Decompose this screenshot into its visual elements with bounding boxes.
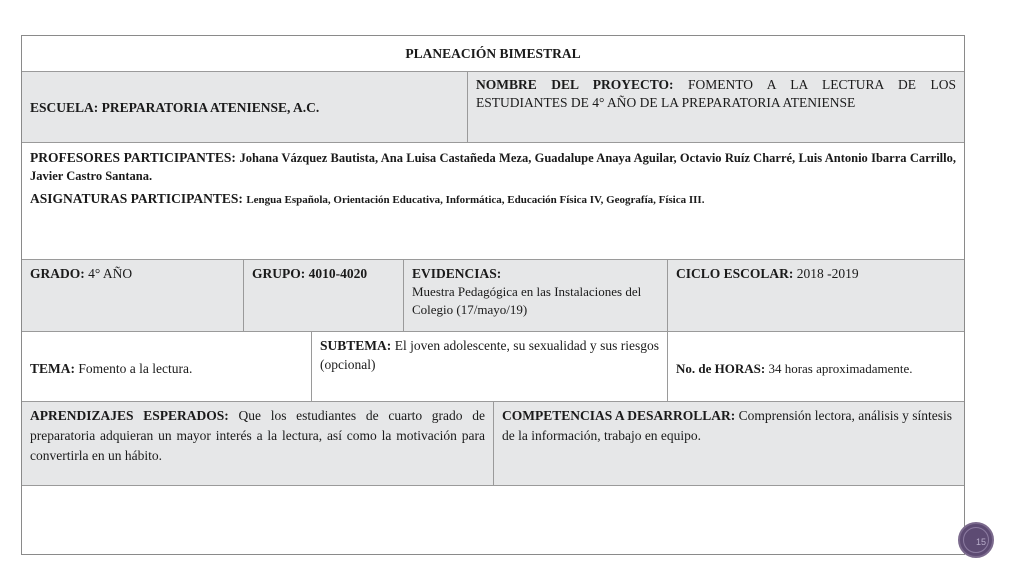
aprendizajes-cell (22, 402, 494, 486)
profesores-asignaturas-cell (22, 143, 964, 260)
page-number: 15 (975, 537, 986, 547)
grupo-cell (244, 260, 404, 332)
ciclo-cell (668, 260, 964, 332)
competencias-label: COMPETENCIAS A DESARROLLAR: (502, 408, 736, 423)
proyecto-label: NOMBRE DEL PROYECTO: (476, 77, 674, 92)
tema-label: TEMA: (30, 361, 75, 376)
profesores-value: Johana Vázquez Bautista, Ana Luisa Castañeda Meza, Guadalupe Anaya Aguilar, Octavio Ruíz Charré, Luis Antonio Ibarra Carrillo, Javier Castro Santana. (30, 151, 956, 183)
ciclo-label: CICLO ESCOLAR: (676, 266, 794, 281)
grado-value: 4° AÑO (88, 266, 133, 281)
asignaturas-label: ASIGNATURAS PARTICIPANTES: (30, 191, 243, 206)
aprendizajes-value: Que los estudiantes de cuarto grado de preparatoria adquieran un mayor interés a la lectura, así como la motivación para convertirla en un hábito. (30, 408, 486, 463)
page-number-badge (958, 522, 994, 558)
asignaturas-value: Lengua Española, Orientación Educativa, Informática, Educación Física IV, Geografía, Física III. (246, 194, 705, 206)
escuela-label: ESCUELA: (30, 100, 99, 115)
title-cell (22, 36, 964, 72)
grado-label: GRADO: (30, 266, 85, 281)
grupo-value: 4010-4020 (308, 266, 368, 281)
evidencias-cell (404, 260, 668, 332)
escuela-cell (22, 72, 468, 143)
proyecto-cell (468, 72, 964, 143)
tema-cell (22, 332, 312, 402)
evidencias-label: EVIDENCIAS: (412, 266, 502, 281)
asignaturas-block (30, 189, 956, 210)
page-title: PLANEACIÓN BIMESTRAL (405, 46, 581, 61)
grupo-label: GRUPO: (252, 266, 306, 281)
horas-label: No. de HORAS: (676, 361, 766, 376)
proyecto-value: FOMENTO A LA LECTURA DE LOS ESTUDIANTES DE 4° AÑO DE LA PREPARATORIA ATENIENSE (476, 77, 956, 110)
empty-row (22, 486, 964, 554)
aprendizajes-label: APRENDIZAJES ESPERADOS: (30, 408, 229, 423)
ciclo-value: 2018 -2019 (796, 266, 859, 281)
subtema-cell (312, 332, 668, 402)
profesores-block (30, 149, 956, 185)
horas-value: 34 horas aproximadamente. (768, 361, 913, 376)
evidencias-value: Muestra Pedagógica en las Instalaciones del Colegio (17/mayo/19) (412, 284, 642, 317)
tema-value: Fomento a la lectura. (78, 361, 193, 376)
profesores-label: PROFESORES PARTICIPANTES: (30, 150, 236, 165)
subtema-label: SUBTEMA: (320, 338, 392, 353)
escuela-value: PREPARATORIA ATENIENSE, A.C. (101, 100, 320, 115)
subtema-value: El joven adolescente, su sexualidad y sus riesgos (opcional) (320, 338, 660, 372)
horas-cell (668, 332, 964, 402)
planning-table (21, 35, 965, 555)
competencias-value: Comprensión lectora, análisis y síntesis de la información, trabajo en equipo. (502, 408, 953, 443)
competencias-cell (494, 402, 964, 486)
grado-cell (22, 260, 244, 332)
